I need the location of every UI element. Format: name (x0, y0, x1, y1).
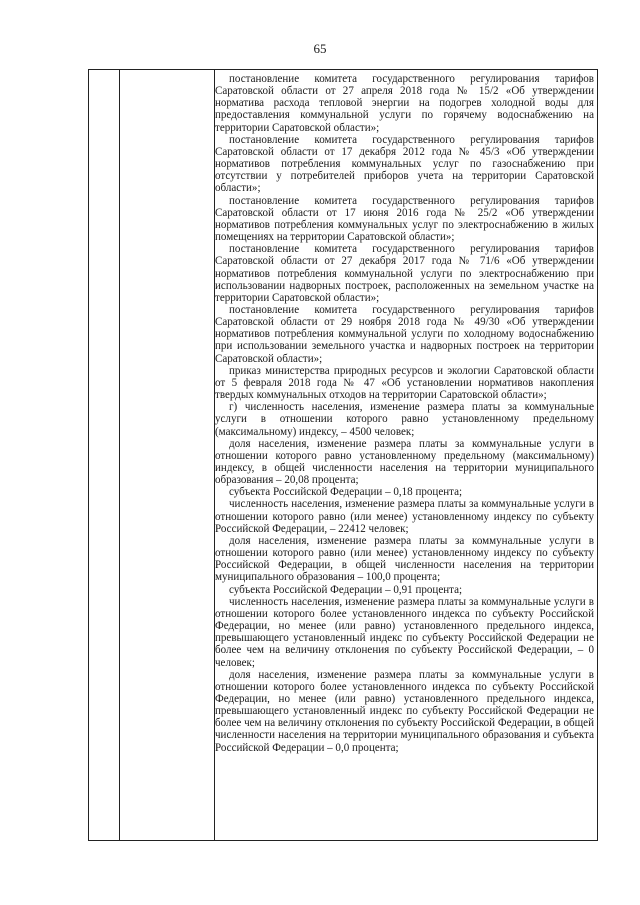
paragraph: постановление комитета государственного регулирования тарифов Саратовской области от 27 декабря 2017 года № 71/6 «Об утверждении нормативов потребления коммунальной услуги по электроснабжению при использовании надворных построек, расположенных на земельном участке на территории Саратовской области»; (215, 243, 594, 304)
page-number: 65 (313, 41, 327, 56)
paragraph: постановление комитета государственного регулирования тарифов Саратовской области от 17 декабря 2012 года № 45/3 «Об утверждении нормативов потребления коммунальных услуг по газоснабжению при отсутствии у потребителей приборов учета на территории Саратовской области»; (215, 133, 594, 195)
paragraph: доля населения, изменение размера платы за коммунальные услуги в отношении которого более установленного индекса по субъекту Российской Федерации, но менее (или равно) установленного предельного индекса, превышающего установленный индекс по субъекту Российской Федерации не более чем на величину отклонения по субъекту Российской Федерации, в общей численности населения на территории муниципального образования и субъекта Российской Федерации – 0,0 процента; (215, 668, 594, 754)
paragraph: доля населения, изменение размера платы за коммунальные услуги в отношении которого равно (или менее) установленному индексу по субъекту Российской Федерации, в общей численности населения на территории муниципального образования – 100,0 процента; (215, 534, 594, 584)
table-text-cell (215, 73, 594, 839)
column-divider-1 (119, 70, 120, 840)
paragraph: постановление комитета государственного регулирования тарифов Саратовской области от 29 ноября 2018 года № 49/30 «Об утверждении нормативов потребления коммунальной услуги по холодному водоснабжению при использовании земельного участка и надворных построек на территории Саратовской области»; (215, 303, 594, 365)
paragraph: г) численность населения, изменение размера платы за коммунальные услуги в отношении которого равно установленному предельному (максимальному) индексу, – 4500 человек; (215, 401, 594, 438)
paragraph: субъекта Российской Федерации – 0,18 процента; (229, 486, 463, 499)
paragraph: численность населения, изменение размера платы за коммунальные услуги в отношении которого равно (или менее) установленному индексу по субъекту Российской Федерации, – 22412 человек; (215, 498, 594, 535)
paragraph: постановление комитета государственного регулирования тарифов Саратовской области от 27 апреля 2018 года № 15/2 «Об утверждении норматива расхода тепловой энергии на подогрев холодной воды для предоставления коммунальной услуги по горячему водоснабжению на территории Саратовской области»; (215, 73, 594, 134)
paragraph: численность населения, изменение размера платы за коммунальные услуги в отношении которого более установленного индекса по субъекту Российской Федерации, но менее (или равно) установленного предельного индекса, превышающего установленный индекс по субъекту Российской Федерации не более чем на величину отклонения по субъекту Российской Федерации, – 0 человек; (215, 595, 594, 669)
paragraph: приказ министерства природных ресурсов и экологии Саратовской области от 5 февраля 2018 года № 47 «Об установлении нормативов накопления твердых коммунальных отходов на территории Саратовской области»; (215, 364, 594, 402)
paragraph: постановление комитета государственного регулирования тарифов Саратовской области от 17 июня 2016 года № 25/2 «Об утверждении нормативов потребления коммунальных услуг по электроснабжению в жилых помещениях на территории Саратовской области»; (215, 194, 594, 244)
paragraph: субъекта Российской Федерации – 0,91 процента; (229, 583, 463, 596)
paragraph: доля населения, изменение размера платы за коммунальные услуги в отношении которого равно установленному предельному (максимальному) индексу, в общей численности населения на территории муниципального образования – 20,08 процента; (215, 437, 594, 487)
